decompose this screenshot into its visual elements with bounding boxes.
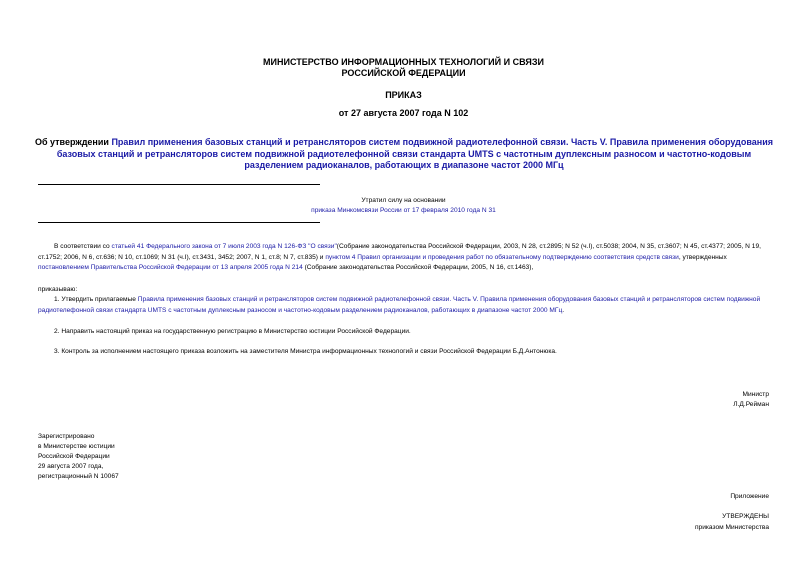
item1-rules-link[interactable]: Правила применения базовых станций и ретрансляторов систем подвижной радиотелефонной связи. Часть V. Правила применения оборудования базовых станций и ретрансляторов систем подвижной радиотелефонной связи стандарта UMTS с частотным дуплексным разносом и частотно-кодовым разделением радиоканалов, работающих в диапазоне частот 2000 МГц bbox=[38, 296, 761, 314]
item1-text-b: . bbox=[562, 306, 565, 314]
registration-line3: Российской Федерации bbox=[38, 453, 110, 460]
registration-line2: в Министерстве юстиции bbox=[38, 443, 115, 450]
order-item-2 bbox=[38, 327, 772, 338]
law-article-link[interactable]: статьей 41 Федерального закона от 7 июля 2003 года N 126-ФЗ "О связи" bbox=[111, 243, 337, 250]
item1-text-a: 1. Утвердить прилагаемые bbox=[54, 296, 138, 303]
government-decree-link[interactable]: постановлением Правительства Российской Федерации от 13 апреля 2005 года N 214 bbox=[38, 264, 303, 271]
preamble-text-c: , утвержденных bbox=[678, 253, 727, 261]
order-item-1 bbox=[38, 295, 772, 316]
registration-line1: Зарегистрировано bbox=[38, 433, 95, 440]
repeal-order-link[interactable]: приказа Минкомсвязи России от 17 февраля 2010 года N 31 bbox=[311, 207, 496, 214]
document-type: ПРИКАЗ bbox=[385, 90, 422, 100]
document-date: от 27 августа 2007 года N 102 bbox=[338, 108, 469, 118]
ministry-name-line1: МИНИСТЕРСТВО ИНФОРМАЦИОННЫХ ТЕХНОЛОГИЙ И СВЯЗИ bbox=[263, 57, 544, 67]
item3-text: 3. Контроль за исполнением настоящего приказа возложить на заместителя Министра информационных технологий и связи Российской Федерации Б.Д.Антонюка. bbox=[54, 348, 557, 355]
order-word: приказываю: bbox=[38, 286, 78, 293]
rules-point-link[interactable]: пунктом 4 Правил организации и проведения работ по обязательному подтверждению соответствия средств связи bbox=[325, 253, 679, 261]
registration-line5: регистрационный N 10067 bbox=[38, 473, 119, 480]
preamble-text-b: (Собрание законодательства Российской Федерации, 2003, N 28, ст.2895; N 52 (ч.I), ст.5038; 2004, N 35, ст.3607; N 45, ст.4377; 2005, N 19, ст.1752; 2006, N 6, ст.636; N 10, ст.1069; N 31 (ч.I), ст.3431, 3452; 2007, N 1, ст.8; N 7, ст.835) и bbox=[38, 243, 761, 261]
preamble-text-d: (Собрание законодательства Российской Федерации, 2005, N 16, ст.1463), bbox=[302, 264, 534, 271]
appendix-approved: УТВЕРЖДЕНЫ bbox=[722, 513, 769, 520]
item2-text: 2. Направить настоящий приказ на государственную регистрацию в Министерство юстиции Российской Федерации. bbox=[54, 328, 411, 335]
ministry-name-line2: РОССИЙСКОЙ ФЕДЕРАЦИИ bbox=[341, 68, 466, 78]
document-title bbox=[34, 137, 774, 172]
separator-bottom bbox=[38, 222, 320, 223]
registration-line4: 29 августа 2007 года, bbox=[38, 463, 104, 470]
title-rules-link[interactable]: Правил применения базовых станций и ретрансляторов систем подвижной радиотелефонной связи. Часть V. Правила применения оборудования базовых станций и ретрансляторов систем подвижной радиотелефонной связи стандарта UMTS с частотным дуплексным разносом и частотно-кодовым разделением радиоканалов, работающих в диапазоне частот 2000 МГц bbox=[56, 137, 774, 170]
separator-top bbox=[38, 184, 320, 185]
appendix-by-order: приказом Министерства bbox=[694, 524, 769, 531]
signature-role: Министр bbox=[742, 391, 769, 398]
appendix-label: Приложение bbox=[730, 493, 769, 500]
preamble-text-a: В соответствии со bbox=[54, 243, 112, 250]
preamble-paragraph bbox=[38, 242, 772, 274]
repeal-notice-line: Утратил силу на основании bbox=[361, 197, 446, 204]
order-item-3 bbox=[38, 347, 772, 358]
title-prefix: Об утверждении bbox=[34, 137, 112, 147]
signature-name: Л.Д.Рейман bbox=[733, 401, 769, 408]
